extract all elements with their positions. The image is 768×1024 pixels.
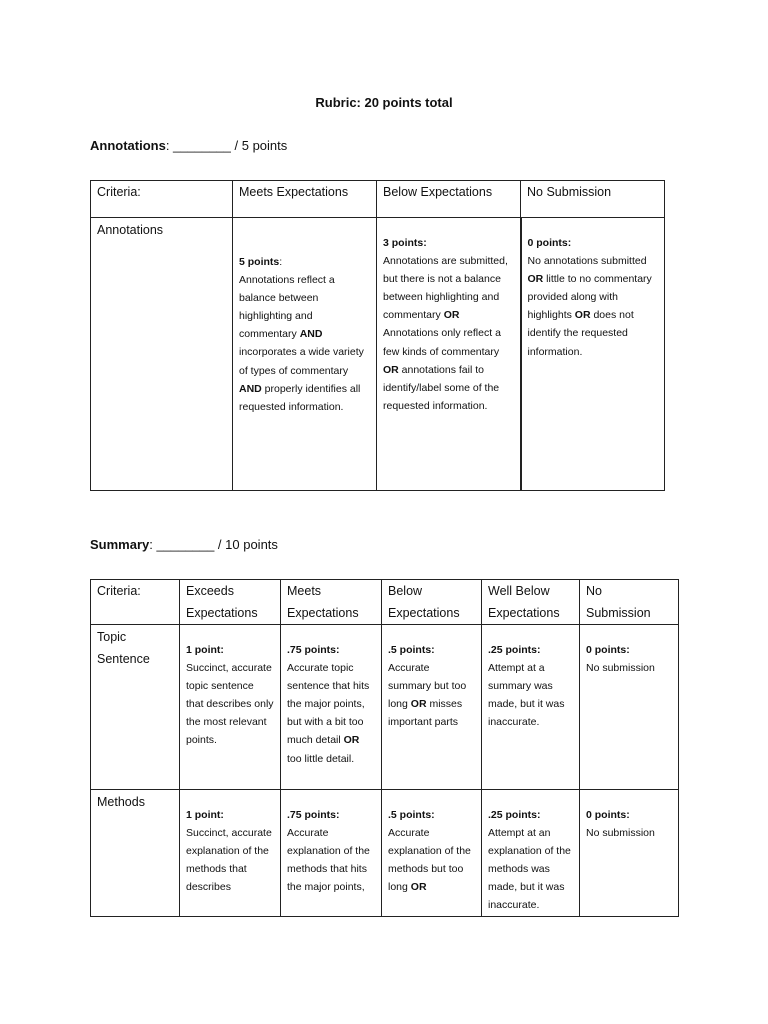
desc-text: Accurate explanation of the methods but too long xyxy=(388,827,471,894)
cell-topic-none xyxy=(580,625,679,790)
cell-topic-exceeds xyxy=(180,625,281,790)
desc-keyword: OR xyxy=(410,881,427,894)
header-below-expectations xyxy=(382,580,482,625)
points-label: .25 points: xyxy=(488,644,541,656)
summary-heading xyxy=(90,537,278,552)
points-suffix: : xyxy=(279,256,283,268)
desc-keyword: OR xyxy=(410,698,427,711)
header-line: Meets xyxy=(287,584,322,598)
header-no-submission xyxy=(580,580,679,625)
page-title: Rubric: 20 points total xyxy=(315,95,453,110)
desc-keyword: AND xyxy=(299,328,323,341)
points-label: 1 point: xyxy=(186,809,224,821)
desc-text: annotations fail to identify/label some of the requested information. xyxy=(383,363,500,412)
desc-text: incorporates a wide variety of types of commentary xyxy=(239,346,364,377)
summary-heading-label: Summary xyxy=(90,537,150,552)
header-criteria xyxy=(91,580,180,625)
header-line: Criteria: xyxy=(97,584,141,598)
desc-keyword: AND xyxy=(239,382,262,395)
annotations-rubric-table xyxy=(90,180,665,491)
cell-annotations-meets xyxy=(233,218,377,491)
desc-text: Attempt at an explanation of the methods was made, but it was inaccurate. xyxy=(488,827,571,912)
points-label: .5 points: xyxy=(388,644,435,656)
cell-topic-well-below xyxy=(482,625,580,790)
header-no-submission: No Submission xyxy=(521,181,665,218)
annotations-header-row xyxy=(91,181,665,218)
desc-keyword: OR xyxy=(527,273,544,286)
header-meets-expectations: Meets Expectations xyxy=(233,181,377,218)
annotations-row xyxy=(91,218,665,491)
header-line: No xyxy=(586,584,602,598)
header-line: Well Below xyxy=(488,584,550,598)
desc-text: No submission xyxy=(586,662,655,675)
desc-keyword: OR xyxy=(443,309,460,322)
desc-text: does not identify the requested information. xyxy=(527,309,634,358)
cell-annotations-below xyxy=(377,218,521,491)
points-label: .5 points: xyxy=(388,809,435,821)
cell-annotations-none xyxy=(521,218,665,491)
summary-score-blank: : ________ / 10 points xyxy=(149,537,278,552)
header-line: Below xyxy=(388,584,423,598)
desc-text: No annotations submitted xyxy=(527,255,647,268)
desc-text: Attempt at a summary was made, but it was inaccurate. xyxy=(488,662,565,729)
cell-topic-meets xyxy=(281,625,382,790)
desc-text: properly identifies all requested information. xyxy=(239,382,361,413)
summary-rubric-table xyxy=(90,579,679,917)
header-line: Expectations xyxy=(186,606,258,620)
desc-text: little to no commentary provided along with highlights xyxy=(527,273,652,322)
header-line: Expectations xyxy=(287,606,359,620)
cell-methods-none xyxy=(580,790,679,917)
row-label-line: Methods xyxy=(97,795,145,809)
header-well-below-expectations xyxy=(482,580,580,625)
summary-row-topic-sentence xyxy=(91,625,679,790)
desc-text: Accurate topic sentence that hits the major points, but with a bit too much detail xyxy=(287,662,370,747)
header-line: Expectations xyxy=(388,606,460,620)
desc-text: Succinct, accurate topic sentence that describes only the most relevant points. xyxy=(186,662,274,747)
header-below-expectations: Below Expectations xyxy=(377,181,521,218)
points-label: .75 points: xyxy=(287,809,340,821)
desc-keyword: OR xyxy=(343,734,360,747)
header-line: Exceeds xyxy=(186,584,234,598)
cell-topic-below xyxy=(382,625,482,790)
annotations-heading-label: Annotations xyxy=(90,138,166,153)
header-line: Expectations xyxy=(488,606,560,620)
row-label-topic-sentence xyxy=(91,625,180,790)
header-line: Submission xyxy=(586,606,651,620)
summary-row-methods xyxy=(91,790,679,917)
points-label: 3 points: xyxy=(383,237,427,249)
desc-text: Accurate summary but too long xyxy=(388,662,467,711)
desc-text: misses important parts xyxy=(388,698,463,729)
desc-keyword: OR xyxy=(574,309,591,322)
header-criteria: Criteria: xyxy=(91,181,233,218)
points-label: .75 points: xyxy=(287,644,340,656)
row-label-methods xyxy=(91,790,180,917)
row-label-annotations: Annotations xyxy=(91,218,233,491)
desc-keyword: OR xyxy=(383,363,399,376)
annotations-score-blank: : ________ / 5 points xyxy=(165,138,288,153)
points-label: 5 points xyxy=(239,256,280,268)
desc-text: No submission xyxy=(586,827,655,840)
desc-text: Succinct, accurate explanation of the methods that describes xyxy=(186,827,272,894)
cell-methods-well-below xyxy=(482,790,580,917)
points-label: 1 point: xyxy=(186,644,224,656)
header-exceeds-expectations xyxy=(180,580,281,625)
points-label: 0 points: xyxy=(586,644,630,656)
desc-text: Annotations are submitted, but there is not a balance between highlighting and commentary xyxy=(383,255,508,322)
summary-header-row xyxy=(91,580,679,625)
points-label: .25 points: xyxy=(488,809,541,821)
header-meets-expectations xyxy=(281,580,382,625)
points-label: 0 points: xyxy=(527,237,572,249)
cell-methods-below xyxy=(382,790,482,917)
row-label-line: Topic xyxy=(97,630,127,644)
row-label-line: Sentence xyxy=(97,652,150,666)
desc-text: Annotations only reflect a few kinds of commentary xyxy=(383,327,501,358)
annotations-heading xyxy=(90,138,287,153)
desc-text: Annotations reflect a balance between highlighting and commentary xyxy=(239,274,335,341)
desc-text: too little detail. xyxy=(287,752,355,765)
cell-methods-meets xyxy=(281,790,382,917)
points-label: 0 points: xyxy=(586,809,630,821)
cell-methods-exceeds xyxy=(180,790,281,917)
desc-text: Accurate explanation of the methods that hits the major points, xyxy=(287,827,370,894)
